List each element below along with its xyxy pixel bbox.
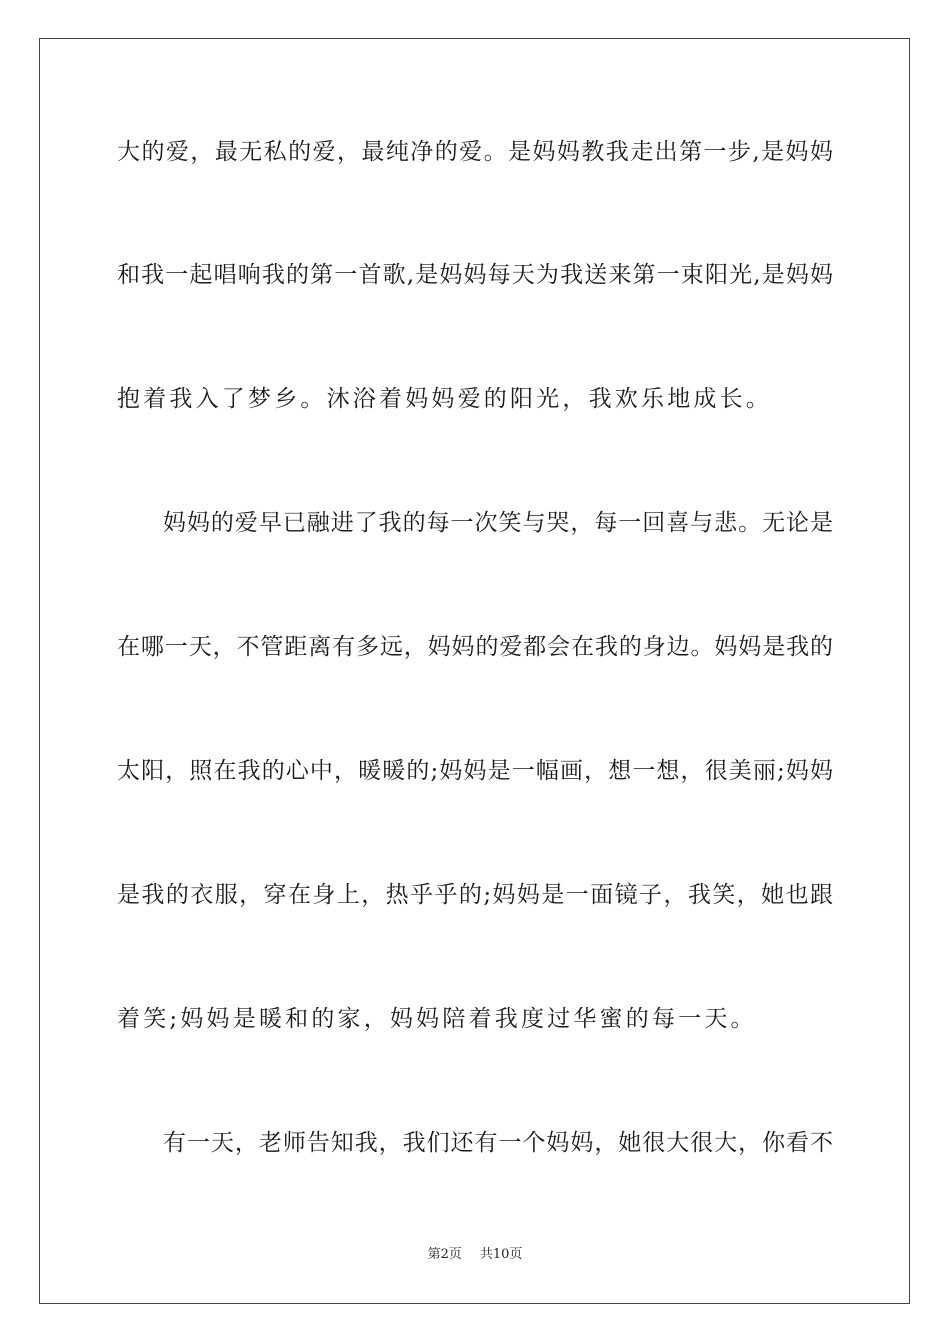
page-border — [39, 38, 910, 1304]
text-line-9: 有一天，老师告知我，我们还有一个妈妈，她很大很大，你看不 — [163, 1130, 833, 1156]
page-footer — [0, 1246, 950, 1264]
page-number: 第2页 — [427, 1247, 462, 1262]
text-line-8: 着笑;妈妈是暖和的家，妈妈陪着我度过华蜜的每一天。 — [117, 1006, 757, 1032]
text-line-7: 是我的衣服，穿在身上，热乎乎的;妈妈是一面镜子，我笑，她也跟 — [117, 882, 833, 908]
text-line-4: 妈妈的爱早已融进了我的每一次笑与哭，每一回喜与悲。无论是 — [163, 510, 833, 536]
text-line-1: 大的爱，最无私的爱，最纯净的爱。是妈妈教我走出第一步,是妈妈 — [117, 139, 833, 165]
text-line-6: 太阳，照在我的心中，暖暖的;妈妈是一幅画，想一想，很美丽;妈妈 — [117, 758, 833, 784]
text-line-2: 和我一起唱响我的第一首歌,是妈妈每天为我送来第一束阳光,是妈妈 — [117, 262, 833, 288]
text-line-3: 抱着我入了梦乡。沐浴着妈妈爱的阳光，我欢乐地成长。 — [117, 386, 772, 412]
page-total: 共10页 — [479, 1247, 523, 1262]
text-line-5: 在哪一天，不管距离有多远，妈妈的爱都会在我的身边。妈妈是我的 — [117, 634, 833, 660]
